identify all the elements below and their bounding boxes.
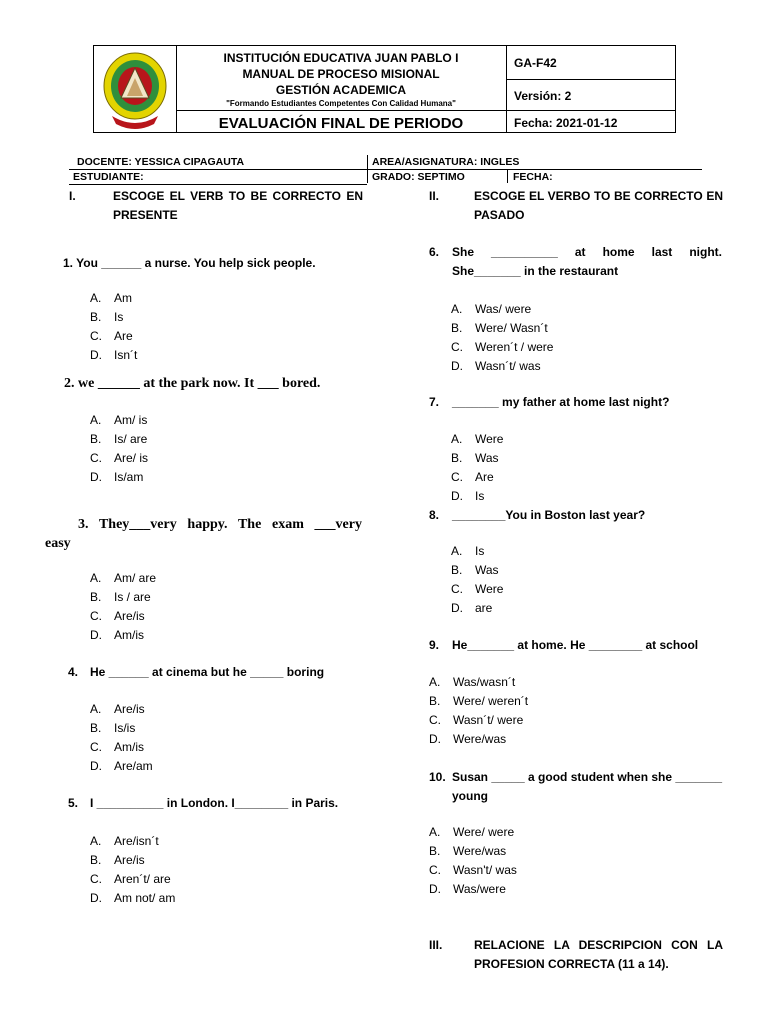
question-5-options <box>90 832 175 908</box>
info-col-divider <box>367 155 368 183</box>
question-10-line1: Susan _____ a good student when she _______ <box>452 770 723 784</box>
option[interactable]: C. Wasn´t/ were <box>429 713 524 727</box>
section-2-line1: ESCOGE EL VERBO TO BE CORRECTO EN <box>474 189 723 203</box>
option[interactable]: B. Is <box>90 310 124 324</box>
question-2: 2. we ______ at the park now. It ___ bored. <box>64 376 321 391</box>
question-6-line2: She_______ in the restaurant <box>452 264 619 278</box>
section-3-number: III. <box>429 938 443 952</box>
section-1-heading <box>69 187 363 227</box>
option[interactable]: A. Am/ is <box>90 413 148 427</box>
section-2-number: II. <box>429 189 440 203</box>
option[interactable]: D. Wasn´t/ was <box>451 359 541 373</box>
info-bottom-line <box>69 184 367 185</box>
option[interactable]: C. Are <box>90 329 133 343</box>
option[interactable]: A. Is <box>451 544 485 558</box>
question-3-line1: 3. They___very happy. The exam ___very <box>78 517 362 532</box>
question-6-line1: She __________ at home last night. <box>452 245 722 259</box>
question-8-options <box>451 542 503 618</box>
section-2-heading <box>429 187 723 227</box>
option[interactable]: A. Am/ are <box>90 571 157 585</box>
info-divider <box>69 169 702 170</box>
student-label: ESTUDIANTE: <box>73 171 144 183</box>
option[interactable]: C. Are <box>451 470 494 484</box>
option[interactable]: C. Are/is <box>90 609 145 623</box>
subject-label: AREA/ASIGNATURA: INGLES <box>372 156 520 168</box>
question-10-options <box>429 823 517 899</box>
option[interactable]: D. Is <box>451 489 485 503</box>
form-code: GA-F42 <box>514 56 557 70</box>
option[interactable]: C. Wasn't/ was <box>429 863 517 877</box>
management-title: GESTIÓN ACADEMICA <box>275 83 407 97</box>
section-1-line2: PRESENTE <box>113 208 178 222</box>
school-logo <box>102 50 168 130</box>
question-9-options <box>429 673 528 749</box>
option[interactable]: C. Am/is <box>90 740 144 754</box>
question-5-number: 5. <box>68 796 79 810</box>
option[interactable]: B. Is / are <box>90 590 151 604</box>
option[interactable]: A. Were <box>451 432 504 446</box>
question-4-options <box>90 700 153 776</box>
date-label: FECHA: <box>513 171 553 183</box>
option[interactable]: D. Was/were <box>429 882 506 896</box>
school-motto: "Formando Estudiantes Competentes Con Calidad Humana" <box>226 99 456 108</box>
question-7-options <box>451 430 503 506</box>
question-6-options <box>451 300 553 376</box>
question-2-options <box>90 411 148 487</box>
option[interactable]: A. Are/is <box>90 702 145 716</box>
question-4-number: 4. <box>68 665 79 679</box>
header-table <box>93 45 676 133</box>
option[interactable]: D. Am not/ am <box>90 891 176 905</box>
question-1: 1. You ______ a nurse. You help sick people. <box>63 256 316 270</box>
form-date: Fecha: 2021-01-12 <box>514 116 618 130</box>
option[interactable]: B. Was <box>451 451 499 465</box>
option[interactable]: B. Were/was <box>429 844 507 858</box>
option[interactable]: B. Were/ Wasn´t <box>451 321 548 335</box>
section-3-line1: RELACIONE LA DESCRIPCION CON LA <box>474 938 723 952</box>
option[interactable]: D. Am/is <box>90 628 144 642</box>
question-10-number: 10. <box>429 770 446 784</box>
option[interactable]: A. Was/wasn´t <box>429 675 516 689</box>
section-1-number: I. <box>69 189 76 203</box>
question-9: He_______ at home. He ________ at school <box>452 638 699 652</box>
option[interactable]: C. Are/ is <box>90 451 149 465</box>
manual-title: MANUAL DE PROCESO MISIONAL <box>242 67 440 81</box>
institution-name: INSTITUCIÓN EDUCATIVA JUAN PABLO I <box>223 51 459 65</box>
option[interactable]: D. Is/am <box>90 470 144 484</box>
question-8: ________You in Boston last year? <box>452 508 646 522</box>
question-5: I __________ in London. I________ in Paris. <box>90 796 339 810</box>
option[interactable]: A. Was/ were <box>451 302 532 316</box>
question-7: _______ my father at home last night? <box>452 395 670 409</box>
option[interactable]: C. Weren´t / were <box>451 340 554 354</box>
option[interactable]: A. Are/isn´t <box>90 834 159 848</box>
option[interactable]: B. Was <box>451 563 499 577</box>
question-8-number: 8. <box>429 508 440 522</box>
option[interactable]: C. Were <box>451 582 504 596</box>
question-3-options <box>90 569 156 645</box>
section-3-heading <box>429 936 723 976</box>
option[interactable]: D. Isn´t <box>90 348 138 362</box>
question-1-options <box>90 289 137 365</box>
option[interactable]: B. Is/ are <box>90 432 148 446</box>
option[interactable]: B. Are/is <box>90 853 145 867</box>
question-9-number: 9. <box>429 638 440 652</box>
option[interactable]: B. Were/ weren´t <box>429 694 529 708</box>
grade-label: GRADO: SEPTIMO <box>372 171 465 183</box>
section-1-line1: ESCOGE EL VERB TO BE CORRECTO EN <box>113 189 363 203</box>
option[interactable]: A. Were/ were <box>429 825 515 839</box>
document-title: EVALUACIÓN FINAL DE PERIODO <box>218 115 464 132</box>
teacher-label: DOCENTE: YESSICA CIPAGAUTA <box>77 156 245 168</box>
form-version: Versión: 2 <box>514 89 572 103</box>
option[interactable]: D. are <box>451 601 493 615</box>
info-col-divider-2 <box>507 170 508 183</box>
question-7-number: 7. <box>429 395 440 409</box>
question-4: He ______ at cinema but he _____ boring <box>90 665 325 679</box>
option[interactable]: B. Is/is <box>90 721 136 735</box>
section-2-line2: PASADO <box>474 208 525 222</box>
option[interactable]: A. Am <box>90 291 132 305</box>
option[interactable]: D. Are/am <box>90 759 153 773</box>
option[interactable]: D. Were/was <box>429 732 507 746</box>
option[interactable]: C. Aren´t/ are <box>90 872 171 886</box>
question-3-line2: easy <box>45 536 71 551</box>
question-6-number: 6. <box>429 245 440 259</box>
section-3-line2: PROFESION CORRECTA (11 a 14). <box>474 957 669 971</box>
question-10-line2: young <box>452 789 488 803</box>
